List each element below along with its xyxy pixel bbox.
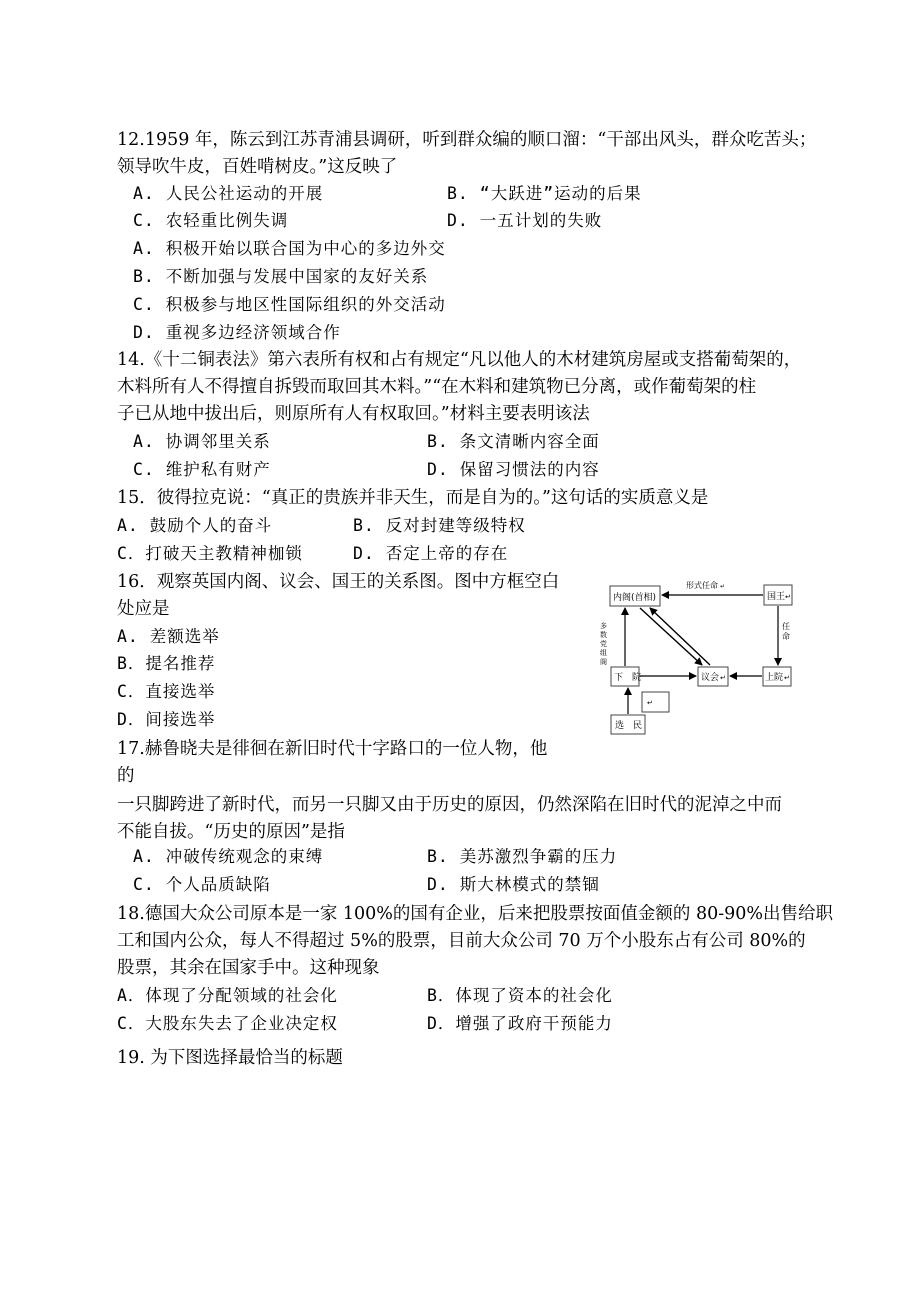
q17-stem-line2: 的 [117,766,135,786]
q13-option-c[interactable]: C. 积极参与地区性国际组织的外交活动 [133,295,446,314]
q18-stem-line3: 股票，其余在国家手中。这种现象 [117,958,380,978]
q18-option-a[interactable]: A．体现了分配领域的社会化 [117,986,338,1005]
q12-option-b[interactable]: B. “大跃进”运动的后果 [447,184,642,203]
parliament-to-cabinet-arrow [650,608,710,665]
majority-label-5: 阁 [600,658,607,666]
q12-option-a[interactable]: A. 人民公社运动的开展 [133,184,324,203]
lower-house-label: 下 院 [614,673,642,683]
upper-house-mark: ↵ [784,674,790,682]
q17-stem-line4: 不能自拔。“历史的原因”是指 [117,822,345,842]
q17-option-b[interactable]: B. 美苏激烈争霸的压力 [427,847,618,866]
q14-stem-line2: 木料所有人不得擅自拆毁而取回其木料。”“在木料和建筑物已分离，或作葡萄架的柱 [117,377,757,397]
q14-option-b[interactable]: B. 条文清晰内容全面 [427,432,600,451]
blank-box-mark: ↵ [647,699,653,707]
q16-option-c[interactable]: C．直接选举 [117,682,216,701]
q12-stem-line2: 领导吹牛皮，百姓啃树皮。”这反映了 [117,157,398,177]
cabinet-to-parliament-arrow [640,608,702,665]
cabinet-label: 内阁(首相) [613,593,657,603]
appoint-label-1: 任 [782,622,790,631]
q13-option-b[interactable]: B. 不断加强与发展中国家的友好关系 [133,267,429,286]
formal-appoint-label: 形式任命 [686,581,718,590]
q14-option-a[interactable]: A. 协调邻里关系 [133,432,271,451]
q15-option-b[interactable]: B. 反对封建等级特权 [353,516,526,535]
majority-label-1: 多 [600,622,607,630]
q18-stem-line2: 工和国内公众，每人不得超过 5%的股票，目前大众公司 70 万个小股东占有公司 80%的 [117,931,806,951]
q15-option-c[interactable]: C．打破天主教精神枷锁 [117,544,303,563]
q17-stem-line3: 一只脚跨进了新时代，而另一只脚又由于历史的原因，仍然深陷在旧时代的泥淖之中而 [117,795,782,815]
q13-option-a[interactable]: A. 积极开始以联合国为中心的多边外交 [133,239,446,258]
q14-stem-line1: 14.《十二铜表法》第六表所有权和占有规定“凡以他人的木材建筑房屋或支搭葡萄架的， [117,350,802,370]
formal-appoint-mark: ↵ [720,583,726,590]
q14-option-d[interactable]: D. 保留习惯法的内容 [427,460,600,479]
q16-stem-line1: 16．观察英国内阁、议会、国王的关系图。图中方框空白 [117,572,560,592]
q12-option-c[interactable]: C. 农轻重比例失调 [133,211,289,230]
q16-option-d[interactable]: D．间接选举 [117,710,216,729]
q13-option-d[interactable]: D. 重视多边经济领域合作 [133,323,341,342]
q15-option-a[interactable]: A. 鼓励个人的奋斗 [117,516,273,535]
upper-house-label: 上院 [765,673,784,683]
q18-option-b[interactable]: B．体现了资本的社会化 [427,986,613,1005]
q16-stem-line2: 处应是 [117,599,170,619]
king-mark: ↵ [785,593,791,601]
voters-label: 选 民 [615,721,643,731]
q18-stem-line1: 18.德国大众公司原本是一家 100%的国有企业，后来把股票按面值金额的 80-90%出售给职 [117,904,834,924]
q12-stem-line1: 12.1959 年，陈云到江苏青浦县调研，听到群众编的顺口溜：“干部出风头，群众吃苦头； [117,130,817,150]
majority-label-2: 数 [600,631,607,639]
q14-option-c[interactable]: C. 维护私有财产 [133,460,271,479]
q17-stem-line1: 17.赫鲁晓夫是徘徊在新旧时代十字路口的一位人物，他 [117,739,548,759]
q12-option-d[interactable]: D. 一五计划的失败 [447,211,603,230]
q19-stem: 19. 为下图选择最恰当的标题 [117,1048,343,1068]
majority-label-3: 党 [600,640,607,648]
q18-option-c[interactable]: C．大股东失去了企业决定权 [117,1014,338,1033]
majority-label-4: 组 [600,649,607,657]
q16-option-b[interactable]: B．提名推荐 [117,654,216,673]
q16-relationship-diagram [598,574,808,740]
q17-option-a[interactable]: A. 冲破传统观念的束缚 [133,847,324,866]
appoint-label-2: 命 [782,632,790,641]
q14-stem-line3: 子已从地中拔出后，则原所有人有权取回。”材料主要表明该法 [117,404,590,424]
q18-option-d[interactable]: D．增强了政府干预能力 [427,1014,613,1033]
q17-option-d[interactable]: D. 斯大林模式的禁锢 [427,875,600,894]
q15-stem: 15．彼得拉克说：“真正的贵族并非天生，而是自为的。”这句话的实质意义是 [117,488,709,508]
parliament-mark: ↵ [720,674,726,682]
q16-option-a[interactable]: A. 差额选举 [117,627,220,646]
q15-option-d[interactable]: D. 否定上帝的存在 [353,544,509,563]
parliament-label: 议会 [701,673,720,683]
king-label: 国王 [767,592,786,602]
q17-option-c[interactable]: C. 个人品质缺陷 [133,875,271,894]
